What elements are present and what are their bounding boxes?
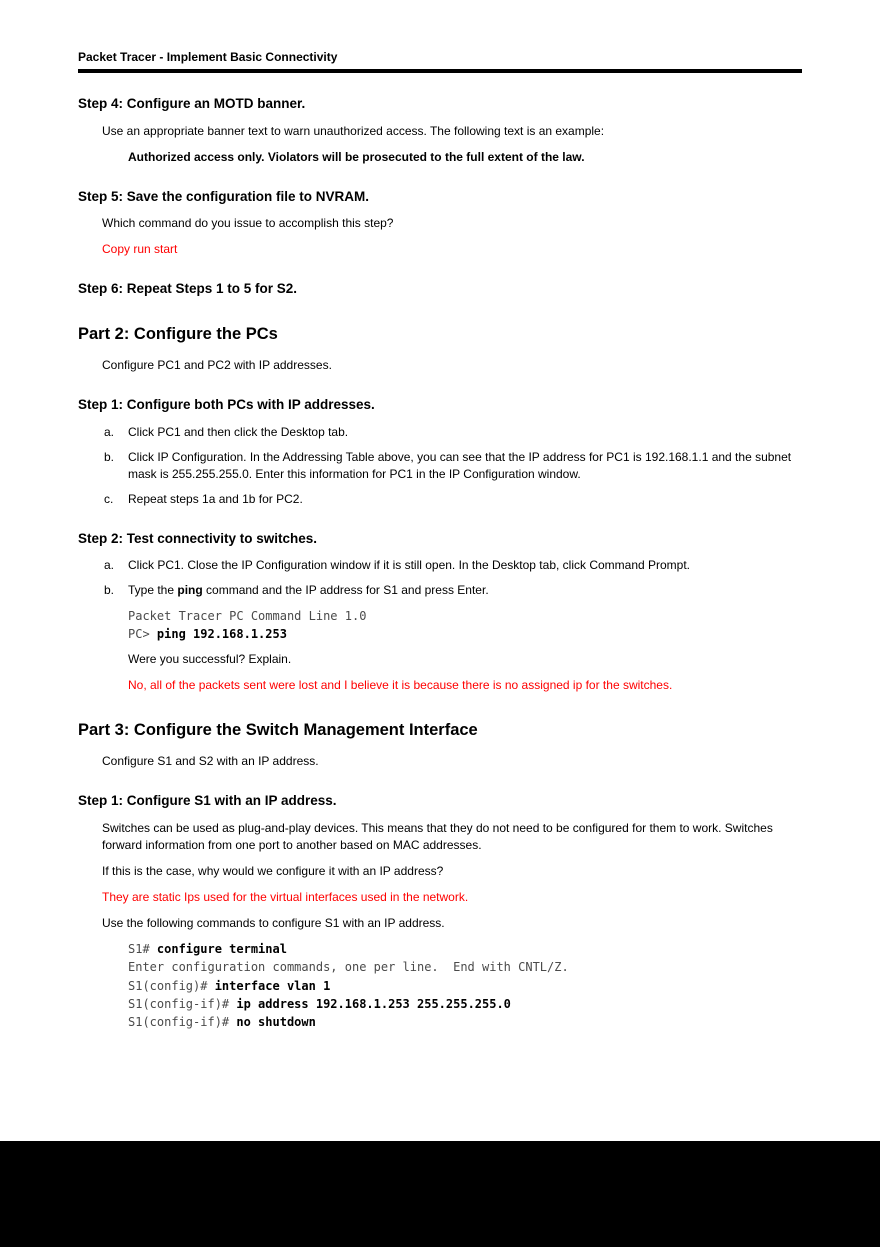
paragraph: [102, 863, 802, 880]
part-heading: [78, 324, 802, 345]
text-run: Step 1: Configure S1 with an IP address.: [78, 793, 337, 809]
answer-text: [102, 889, 802, 906]
list-item: [104, 424, 802, 441]
part-heading: [78, 720, 802, 741]
text-run: Switches can be used as plug-and-play devices. This means that they do not need to be configured for them to work. Switches forward information from one port to another based on MAC addresses.: [102, 820, 773, 852]
text-run: Part 3: Configure the Switch Management Interface: [78, 720, 478, 739]
code-line: [128, 608, 802, 624]
text-run: S1#: [128, 942, 157, 957]
list-item-text: [128, 491, 802, 508]
list-item-text: [128, 557, 802, 574]
paragraph: [102, 215, 802, 232]
paragraph: [128, 651, 802, 668]
code-line: [128, 996, 802, 1012]
step-heading: [78, 792, 802, 810]
text-run: Enter configuration commands, one per line. End with CNTL/Z.: [128, 960, 569, 975]
document-title: Packet Tracer - Implement Basic Connectivity: [78, 50, 338, 64]
text-run: configure terminal: [156, 942, 287, 957]
text-run: ping: [177, 583, 203, 598]
list-item: [104, 582, 802, 599]
text-run: command and the IP address for S1 and press Enter.: [202, 583, 489, 598]
text-run: Click PC1 and then click the Desktop tab.: [128, 424, 349, 439]
list-item-letter: b.: [104, 583, 115, 598]
paragraph: [102, 915, 802, 932]
text-run: S1(config-if)#: [128, 996, 237, 1011]
text-run: Step 1: Configure both PCs with IP addresses.: [78, 397, 375, 413]
paragraph: [102, 820, 802, 854]
list-item: [104, 449, 802, 483]
list-item: [104, 491, 802, 508]
text-run: Repeat steps 1a and 1b for PC2.: [128, 491, 303, 506]
paragraph: [102, 753, 802, 770]
step-heading: [78, 530, 802, 548]
text-run: Step 5: Save the configuration file to NVRAM.: [78, 188, 370, 204]
list-item-text: [128, 424, 802, 441]
answer-text: [102, 241, 802, 258]
text-run: S1(config)#: [128, 978, 215, 993]
text-run: Use an appropriate banner text to warn unauthorized access. The following text is an example:: [102, 123, 605, 138]
text-run: no shutdown: [236, 1014, 316, 1029]
answer-text: [128, 677, 802, 694]
text-run: Step 2: Test connectivity to switches.: [78, 530, 318, 546]
text-run: Type the: [128, 583, 178, 598]
text-run: Which command do you issue to accomplish this step?: [102, 216, 394, 231]
list-item-letter: a.: [104, 558, 115, 573]
text-run: interface vlan 1: [214, 978, 331, 993]
list-item-letter: c.: [104, 491, 114, 506]
code-line: [128, 959, 802, 975]
code-line: [128, 978, 802, 994]
list-item-letter: a.: [104, 424, 115, 439]
list-item-text: [128, 449, 802, 483]
step-heading: [78, 396, 802, 414]
text-run: They are static Ips used for the virtual interfaces used in the network.: [102, 890, 469, 905]
step-heading: [78, 280, 802, 298]
step-heading: [78, 95, 802, 113]
paragraph: [102, 357, 802, 374]
document-header: [78, 50, 802, 73]
text-run: If this is the case, why would we configure it with an IP address?: [102, 864, 444, 879]
list-item: [104, 557, 802, 574]
document-blocks: [78, 95, 802, 1030]
page-footer-black-bar: [0, 1141, 880, 1247]
text-run: Step 4: Configure an MOTD banner.: [78, 96, 306, 111]
text-run: Packet Tracer PC Command Line 1.0: [128, 608, 367, 623]
text-run: S1(config-if)#: [128, 1014, 237, 1029]
text-run: ip address 192.168.1.253 255.255.255.0: [236, 996, 511, 1011]
text-run: Click PC1. Close the IP Configuration window if it is still open. In the Desktop tab, click Command Prompt.: [128, 558, 691, 573]
text-run: ping 192.168.1.253: [156, 626, 287, 641]
text-run: Were you successful? Explain.: [128, 651, 292, 666]
text-run: PC>: [128, 626, 157, 641]
list-item-letter: b.: [104, 449, 115, 464]
text-run: Copy run start: [102, 242, 178, 257]
text-run: Part 2: Configure the PCs: [78, 324, 278, 343]
text-run: Configure S1 and S2 with an IP address.: [102, 754, 319, 769]
code-line: [128, 626, 802, 642]
text-run: Click IP Configuration. In the Addressing Table above, you can see that the IP address for PC1 is 192.168.1.1 and the subnet mask is 255.255.255.0. Enter this information for PC1 in the IP Configuration window.: [128, 449, 792, 481]
code-line: [128, 941, 802, 957]
paragraph: [128, 149, 802, 166]
step-heading: [78, 188, 802, 206]
text-run: No, all of the packets sent were lost and I believe it is because there is no assigned ip for the switches.: [128, 677, 673, 692]
code-line: [128, 1014, 802, 1030]
text-run: Authorized access only. Violators will be prosecuted to the full extent of the law.: [128, 149, 585, 164]
list-item-text: [128, 582, 802, 599]
paragraph: [102, 123, 802, 140]
text-run: Use the following commands to configure S1 with an IP address.: [102, 916, 445, 931]
text-run: Configure PC1 and PC2 with IP addresses.: [102, 358, 332, 373]
text-run: Step 6: Repeat Steps 1 to 5 for S2.: [78, 281, 298, 297]
